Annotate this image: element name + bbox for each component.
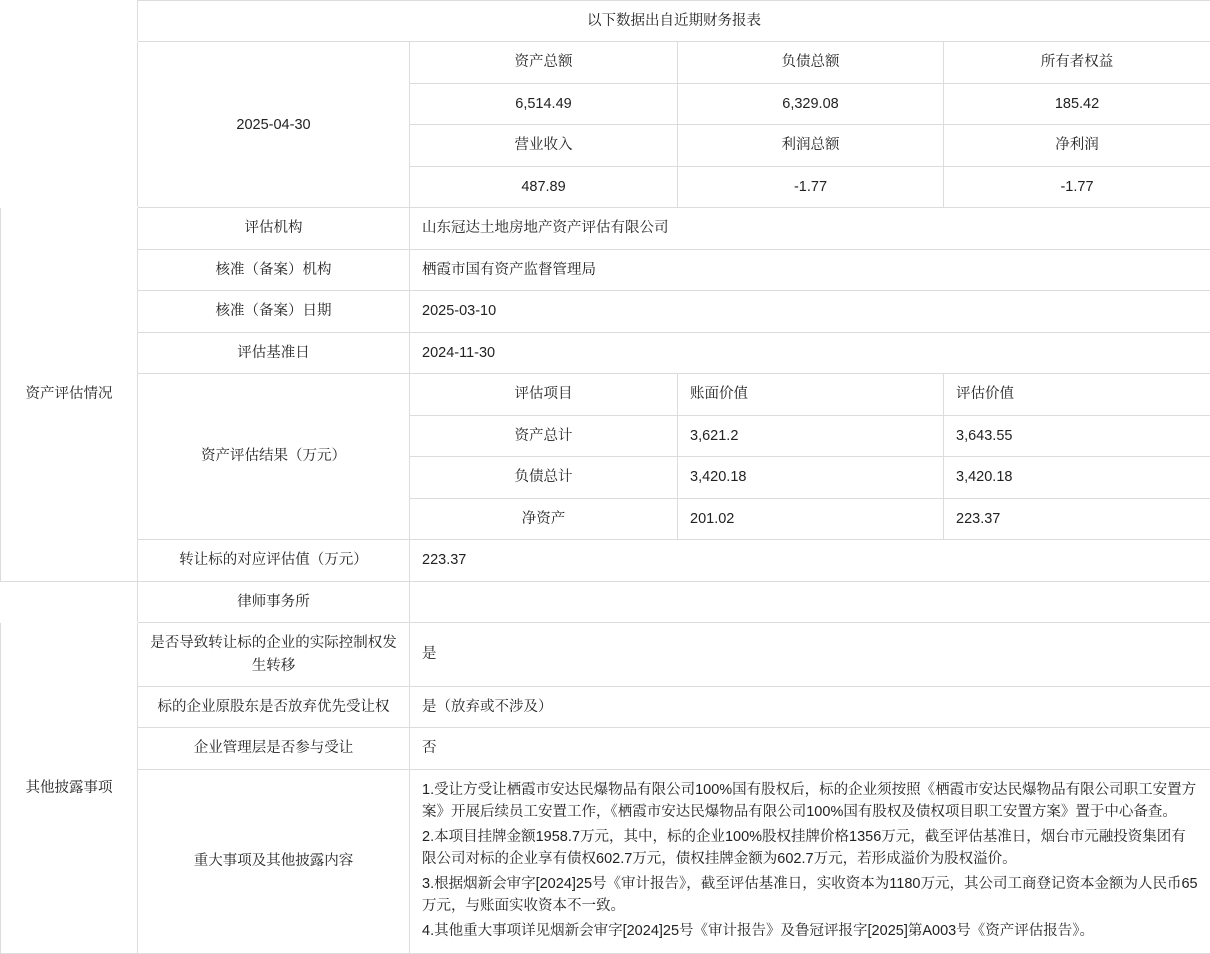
empty-left-cell: [1, 581, 138, 622]
appraisal-value-total-liabilities: 3,420.18: [944, 457, 1210, 498]
table-row: [1, 249, 1210, 290]
value-major-matters: [410, 769, 1210, 953]
table-row: [1, 623, 1210, 687]
table-row: [1, 374, 1210, 415]
appraisal-value-net-assets: 223.37: [944, 498, 1210, 539]
value-preemptive-right: 是（放弃或不涉及）: [410, 686, 1210, 727]
value-approval-date: 2025-03-10: [410, 291, 1210, 332]
value-appraisal-agency: 山东冠达土地房地产资产评估有限公司: [410, 208, 1210, 249]
label-appraisal-base-date: 评估基准日: [138, 332, 410, 373]
financial-header-total-assets: 资产总额: [410, 42, 678, 83]
appraisal-value-total-assets: 3,643.55: [944, 415, 1210, 456]
appraisal-result-header-item: 评估项目: [410, 374, 678, 415]
table-row: [1, 581, 1210, 622]
financial-value-revenue: 487.89: [410, 166, 678, 207]
value-management-participation: 否: [410, 728, 1210, 769]
label-control-transfer: 是否导致转让标的企业的实际控制权发生转移: [138, 623, 410, 687]
major-matter-paragraph: 2.本项目挂牌金额1958.7万元，其中，标的企业100%股权挂牌价格1356万元，截至评估基准日，烟台市元融投资集团有限公司对标的企业享有债权602.7万元，债权挂牌金额为602.7万元，若形成溢价为股权溢价。: [422, 826, 1198, 871]
label-appraisal-result: 资产评估结果（万元）: [138, 374, 410, 540]
appraisal-result-item-total-liabilities: 负债总计: [410, 457, 678, 498]
table-row: [1, 332, 1210, 373]
financial-value-net-profit: -1.77: [944, 166, 1210, 207]
financial-value-total-profit: -1.77: [678, 166, 944, 207]
empty-corner-cell: [1, 1, 138, 42]
financial-value-owners-equity: 185.42: [944, 83, 1210, 124]
table-row: [1, 769, 1210, 953]
financial-header-net-profit: 净利润: [944, 125, 1210, 166]
value-transfer-appraised-value: 223.37: [410, 540, 1210, 581]
category-other-disclosure: 其他披露事项: [1, 623, 138, 954]
financial-section-header: 以下数据出自近期财务报表: [138, 1, 1210, 42]
label-transfer-appraised-value: 转让标的对应评估值（万元）: [138, 540, 410, 581]
label-appraisal-agency: 评估机构: [138, 208, 410, 249]
financial-report-date: 2025-04-30: [138, 42, 410, 208]
label-management-participation: 企业管理层是否参与受让: [138, 728, 410, 769]
label-major-matters: 重大事项及其他披露内容: [138, 769, 410, 953]
major-matter-paragraph: 3.根据烟新会审字[2024]25号《审计报告》，截至评估基准日，实收资本为1180万元，其公司工商登记资本金额为人民币65万元，与账面实收资本不一致。: [422, 873, 1198, 918]
financial-header-total-profit: 利润总额: [678, 125, 944, 166]
appraisal-result-item-total-assets: 资产总计: [410, 415, 678, 456]
financial-value-total-liabilities: 6,329.08: [678, 83, 944, 124]
table-row: [1, 42, 1210, 83]
table-row: [1, 208, 1210, 249]
appraisal-book-total-liabilities: 3,420.18: [678, 457, 944, 498]
label-approval-date: 核准（备案）日期: [138, 291, 410, 332]
label-law-firm: 律师事务所: [138, 581, 410, 622]
appraisal-result-header-appraised: 评估价值: [944, 374, 1210, 415]
value-control-transfer: 是: [410, 623, 1210, 687]
category-asset-appraisal: 资产评估情况: [1, 208, 138, 581]
value-law-firm: [410, 581, 1210, 622]
financial-header-revenue: 营业收入: [410, 125, 678, 166]
appraisal-result-item-net-assets: 净资产: [410, 498, 678, 539]
value-appraisal-base-date: 2024-11-30: [410, 332, 1210, 373]
empty-left-cell: [1, 42, 138, 208]
table-row: [1, 540, 1210, 581]
financial-header-total-liabilities: 负债总额: [678, 42, 944, 83]
appraisal-result-header-book: 账面价值: [678, 374, 944, 415]
major-matter-paragraph: 1.受让方受让栖霞市安达民爆物品有限公司100%国有股权后，标的企业须按照《栖霞市安达民爆物品有限公司职工安置方案》开展后续员工安置工作，《栖霞市安达民爆物品有限公司100%国有股权及债权项目职工安置方案》置于中心备查。: [422, 779, 1198, 824]
value-approval-agency: 栖霞市国有资产监督管理局: [410, 249, 1210, 290]
label-approval-agency: 核准（备案）机构: [138, 249, 410, 290]
financial-value-total-assets: 6,514.49: [410, 83, 678, 124]
table-row: [1, 686, 1210, 727]
label-preemptive-right: 标的企业原股东是否放弃优先受让权: [138, 686, 410, 727]
major-matter-paragraph: 4.其他重大事项详见烟新会审字[2024]25号《审计报告》及鲁冠评报字[2025]第A003号《资产评估报告》。: [422, 920, 1198, 942]
appraisal-book-total-assets: 3,621.2: [678, 415, 944, 456]
table-row: [1, 291, 1210, 332]
appraisal-book-net-assets: 201.02: [678, 498, 944, 539]
table-row: [1, 728, 1210, 769]
table-row: [1, 1, 1210, 42]
financial-header-owners-equity: 所有者权益: [944, 42, 1210, 83]
